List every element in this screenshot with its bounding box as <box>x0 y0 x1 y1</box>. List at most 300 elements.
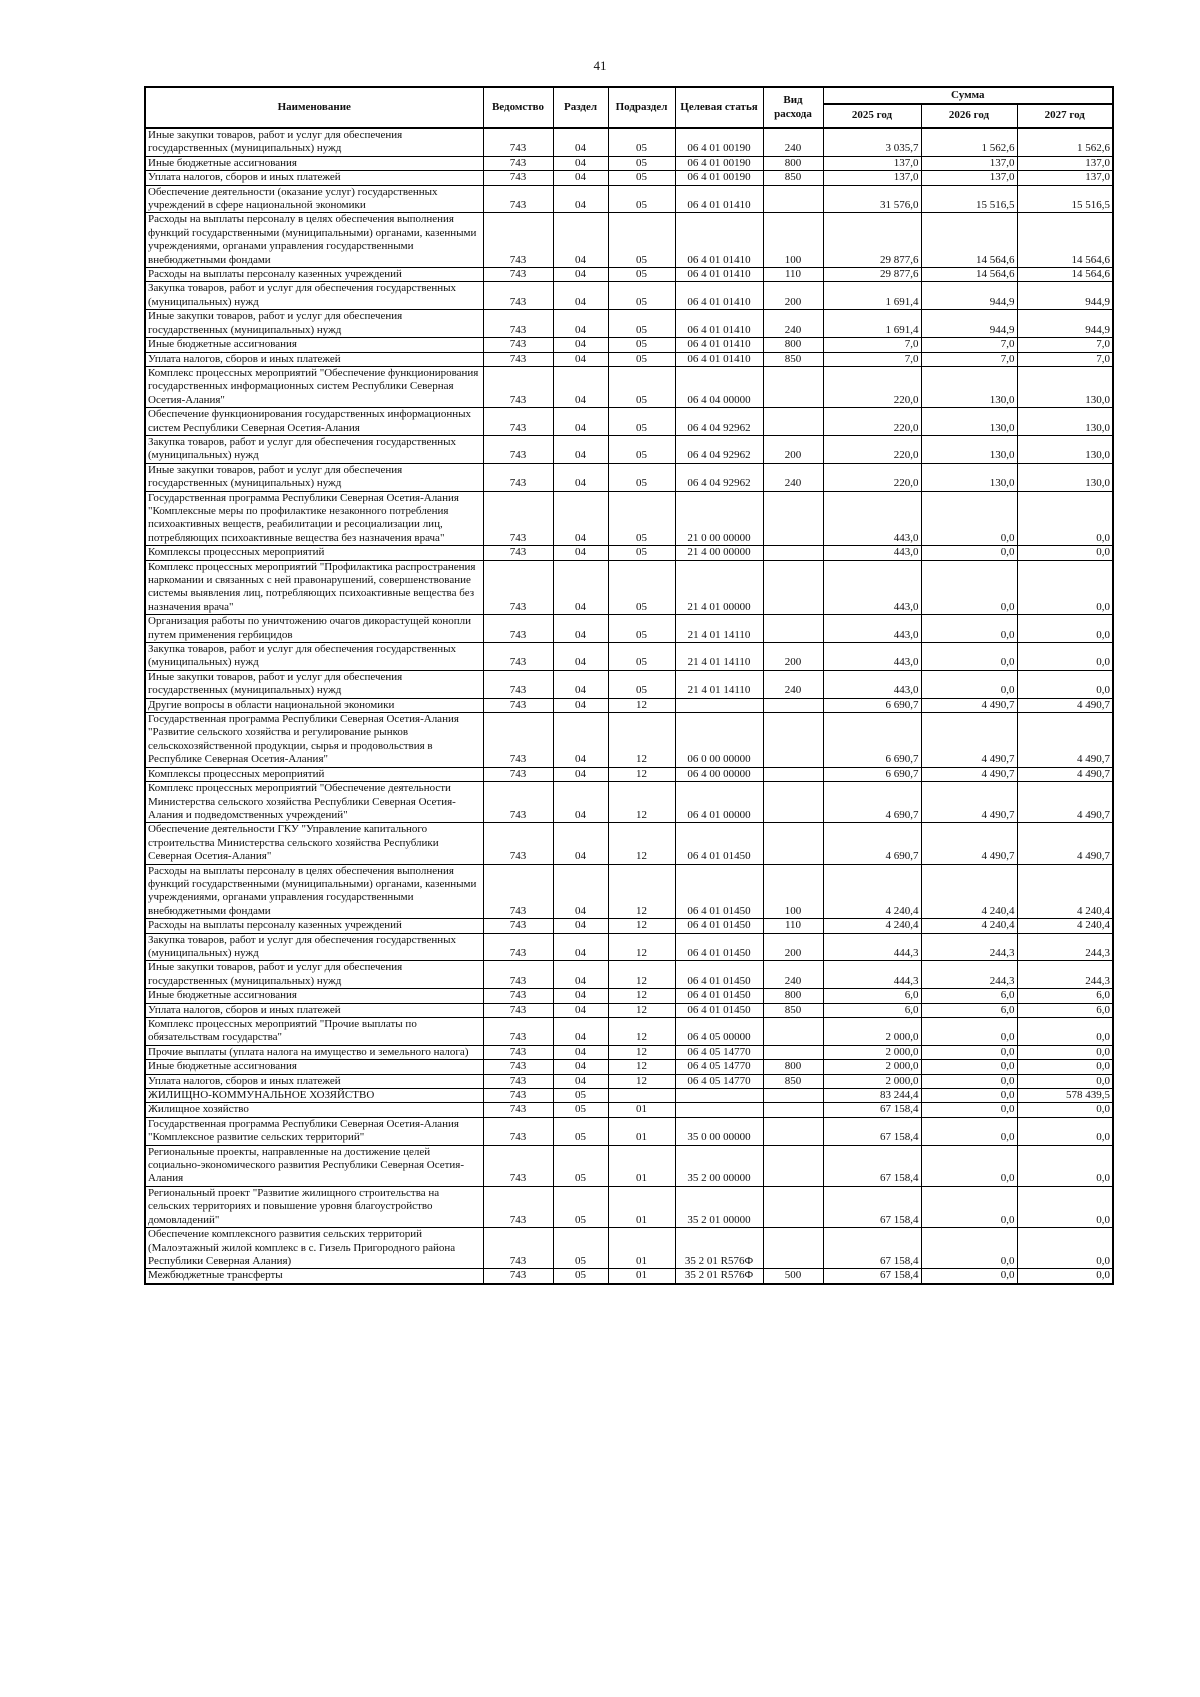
row-sum-2025: 67 158,4 <box>823 1103 921 1117</box>
row-expense-type <box>763 1117 823 1145</box>
row-section: 05 <box>553 1269 608 1284</box>
row-sum-2026: 4 240,4 <box>921 919 1017 933</box>
row-sum-2026: 130,0 <box>921 366 1017 407</box>
row-department: 743 <box>483 1045 553 1059</box>
row-section: 04 <box>553 1074 608 1088</box>
table-row <box>145 491 1113 546</box>
row-expense-type <box>763 560 823 615</box>
row-subsection: 01 <box>608 1145 675 1186</box>
row-sum-2027: 0,0 <box>1017 1145 1113 1186</box>
row-sum-2025: 29 877,6 <box>823 213 921 268</box>
row-sum-2026: 7,0 <box>921 352 1017 366</box>
row-sum-2027: 7,0 <box>1017 352 1113 366</box>
row-department: 743 <box>483 352 553 366</box>
row-expense-type <box>763 1186 823 1227</box>
row-department: 743 <box>483 961 553 989</box>
row-sum-2027: 0,0 <box>1017 1186 1113 1227</box>
row-sum-2026: 0,0 <box>921 1186 1017 1227</box>
row-expense-type: 200 <box>763 435 823 463</box>
row-sum-2026: 0,0 <box>921 1089 1017 1103</box>
row-expense-type: 850 <box>763 171 823 185</box>
row-section: 04 <box>553 156 608 170</box>
table-row <box>145 1145 1113 1186</box>
row-sum-2027: 4 240,4 <box>1017 919 1113 933</box>
header-target-item: Целевая статья <box>675 87 763 128</box>
row-target-item: 06 4 01 01450 <box>675 864 763 919</box>
row-sum-2026: 4 490,7 <box>921 767 1017 781</box>
row-sum-2027: 130,0 <box>1017 463 1113 491</box>
row-department: 743 <box>483 1228 553 1269</box>
row-sum-2025: 1 691,4 <box>823 310 921 338</box>
row-department: 743 <box>483 366 553 407</box>
table-row <box>145 1018 1113 1046</box>
row-sum-2027: 14 564,6 <box>1017 213 1113 268</box>
row-sum-2027: 0,0 <box>1017 1045 1113 1059</box>
row-section: 04 <box>553 933 608 961</box>
row-sum-2025: 4 690,7 <box>823 823 921 864</box>
row-section: 04 <box>553 128 608 156</box>
row-target-item: 21 4 01 00000 <box>675 560 763 615</box>
row-expense-type <box>763 185 823 213</box>
row-expense-type: 240 <box>763 310 823 338</box>
row-section: 05 <box>553 1228 608 1269</box>
row-subsection: 05 <box>608 310 675 338</box>
row-expense-type: 110 <box>763 268 823 282</box>
row-sum-2026: 0,0 <box>921 1145 1017 1186</box>
table-row <box>145 864 1113 919</box>
row-name: Государственная программа Республики Северная Осетия-Алания "Комплексные меры по профилактике незаконного потребления психоактивных веществ, реабилитации и ресоциализации лиц, потребляющих психоактивные вещества без назначения врача" <box>145 491 483 546</box>
row-sum-2026: 4 490,7 <box>921 698 1017 712</box>
row-department: 743 <box>483 670 553 698</box>
row-name: Другие вопросы в области национальной экономики <box>145 698 483 712</box>
row-sum-2025: 2 000,0 <box>823 1018 921 1046</box>
row-name: Закупка товаров, работ и услуг для обеспечения государственных (муниципальных) нужд <box>145 643 483 671</box>
row-sum-2026: 14 564,6 <box>921 268 1017 282</box>
row-sum-2027: 6,0 <box>1017 1003 1113 1017</box>
table-row <box>145 1186 1113 1227</box>
row-sum-2026: 0,0 <box>921 1018 1017 1046</box>
row-name: Уплата налогов, сборов и иных платежей <box>145 352 483 366</box>
row-sum-2027: 137,0 <box>1017 156 1113 170</box>
row-sum-2026: 0,0 <box>921 615 1017 643</box>
row-target-item: 06 4 04 92962 <box>675 408 763 436</box>
row-subsection: 05 <box>608 268 675 282</box>
row-section: 04 <box>553 560 608 615</box>
table-row <box>145 615 1113 643</box>
row-name: Иные закупки товаров, работ и услуг для обеспечения государственных (муниципальных) нужд <box>145 961 483 989</box>
row-expense-type: 100 <box>763 864 823 919</box>
table-row <box>145 1117 1113 1145</box>
row-sum-2027: 0,0 <box>1017 1117 1113 1145</box>
row-subsection: 05 <box>608 128 675 156</box>
row-target-item: 21 4 01 14110 <box>675 643 763 671</box>
row-department: 743 <box>483 1003 553 1017</box>
row-name: Иные закупки товаров, работ и услуг для обеспечения государственных (муниципальных) нужд <box>145 128 483 156</box>
row-name: Закупка товаров, работ и услуг для обеспечения государственных (муниципальных) нужд <box>145 435 483 463</box>
row-department: 743 <box>483 1145 553 1186</box>
row-sum-2027: 4 490,7 <box>1017 767 1113 781</box>
row-section: 04 <box>553 698 608 712</box>
row-sum-2025: 2 000,0 <box>823 1045 921 1059</box>
row-target-item: 06 4 01 01450 <box>675 989 763 1003</box>
row-department: 743 <box>483 933 553 961</box>
row-expense-type: 240 <box>763 961 823 989</box>
row-sum-2026: 6,0 <box>921 989 1017 1003</box>
row-target-item: 06 4 01 01450 <box>675 961 763 989</box>
row-section: 04 <box>553 213 608 268</box>
row-subsection: 05 <box>608 185 675 213</box>
row-expense-type: 240 <box>763 128 823 156</box>
row-subsection: 12 <box>608 864 675 919</box>
row-subsection: 12 <box>608 933 675 961</box>
table-row <box>145 435 1113 463</box>
table-row <box>145 643 1113 671</box>
row-name: Иные закупки товаров, работ и услуг для обеспечения государственных (муниципальных) нужд <box>145 670 483 698</box>
row-sum-2027: 0,0 <box>1017 491 1113 546</box>
row-subsection: 12 <box>608 1074 675 1088</box>
row-name: Региональный проект "Развитие жилищного строительства на сельских территориях и повышение уровня благоустройство домовладений" <box>145 1186 483 1227</box>
row-department: 743 <box>483 1117 553 1145</box>
row-sum-2025: 67 158,4 <box>823 1186 921 1227</box>
table-row <box>145 546 1113 560</box>
row-section: 04 <box>553 282 608 310</box>
row-target-item: 06 4 04 00000 <box>675 366 763 407</box>
row-sum-2026: 244,3 <box>921 933 1017 961</box>
table-row <box>145 1003 1113 1017</box>
row-department: 743 <box>483 213 553 268</box>
table-row <box>145 408 1113 436</box>
row-department: 743 <box>483 408 553 436</box>
row-expense-type <box>763 698 823 712</box>
row-sum-2026: 944,9 <box>921 282 1017 310</box>
row-sum-2026: 1 562,6 <box>921 128 1017 156</box>
row-sum-2025: 443,0 <box>823 491 921 546</box>
row-subsection: 12 <box>608 767 675 781</box>
row-target-item <box>675 1103 763 1117</box>
table-row <box>145 1228 1113 1269</box>
table-row <box>145 823 1113 864</box>
row-sum-2026: 0,0 <box>921 643 1017 671</box>
row-subsection: 05 <box>608 546 675 560</box>
row-sum-2026: 244,3 <box>921 961 1017 989</box>
row-target-item: 06 4 04 92962 <box>675 435 763 463</box>
row-department: 743 <box>483 782 553 823</box>
row-target-item: 06 4 05 14770 <box>675 1045 763 1059</box>
table-row <box>145 1074 1113 1088</box>
row-sum-2027: 0,0 <box>1017 1103 1113 1117</box>
row-sum-2027: 0,0 <box>1017 615 1113 643</box>
row-sum-2025: 220,0 <box>823 463 921 491</box>
row-sum-2025: 29 877,6 <box>823 268 921 282</box>
row-section: 04 <box>553 767 608 781</box>
row-target-item <box>675 698 763 712</box>
row-name: Государственная программа Республики Северная Осетия-Алания "Комплексное развитие сельских территорий" <box>145 1117 483 1145</box>
row-section: 04 <box>553 961 608 989</box>
row-expense-type: 240 <box>763 463 823 491</box>
row-sum-2025: 7,0 <box>823 338 921 352</box>
row-sum-2026: 0,0 <box>921 1045 1017 1059</box>
row-sum-2027: 0,0 <box>1017 546 1113 560</box>
row-target-item: 06 4 01 01450 <box>675 933 763 961</box>
row-sum-2025: 220,0 <box>823 435 921 463</box>
row-sum-2025: 220,0 <box>823 408 921 436</box>
row-department: 743 <box>483 546 553 560</box>
row-name: Расходы на выплаты персоналу казенных учреждений <box>145 919 483 933</box>
row-name: Региональные проекты, направленные на достижение целей социально-экономического развития Республики Северная Осетия-Алания <box>145 1145 483 1186</box>
row-sum-2026: 15 516,5 <box>921 185 1017 213</box>
row-sum-2027: 0,0 <box>1017 643 1113 671</box>
row-target-item: 21 4 00 00000 <box>675 546 763 560</box>
row-department: 743 <box>483 864 553 919</box>
row-expense-type <box>763 366 823 407</box>
table-row <box>145 1060 1113 1074</box>
table-row <box>145 1045 1113 1059</box>
row-name: Иные бюджетные ассигнования <box>145 989 483 1003</box>
table-row <box>145 933 1113 961</box>
row-sum-2025: 220,0 <box>823 366 921 407</box>
row-subsection: 12 <box>608 1060 675 1074</box>
row-department: 743 <box>483 767 553 781</box>
row-target-item: 06 4 01 01410 <box>675 213 763 268</box>
row-sum-2027: 578 439,5 <box>1017 1089 1113 1103</box>
row-sum-2027: 6,0 <box>1017 989 1113 1003</box>
row-department: 743 <box>483 156 553 170</box>
row-subsection: 05 <box>608 463 675 491</box>
row-subsection: 01 <box>608 1117 675 1145</box>
row-subsection: 05 <box>608 560 675 615</box>
row-subsection: 12 <box>608 1045 675 1059</box>
row-department: 743 <box>483 435 553 463</box>
row-sum-2027: 4 490,7 <box>1017 823 1113 864</box>
row-expense-type: 110 <box>763 919 823 933</box>
row-target-item: 06 4 01 01450 <box>675 919 763 933</box>
row-sum-2025: 6,0 <box>823 1003 921 1017</box>
row-target-item: 21 4 01 14110 <box>675 670 763 698</box>
row-section: 05 <box>553 1117 608 1145</box>
row-sum-2027: 4 490,7 <box>1017 698 1113 712</box>
row-expense-type <box>763 823 823 864</box>
header-2025: 2025 год <box>823 104 921 128</box>
row-target-item: 06 4 01 00000 <box>675 782 763 823</box>
row-department: 743 <box>483 1269 553 1284</box>
row-target-item: 06 4 05 14770 <box>675 1060 763 1074</box>
row-section: 04 <box>553 268 608 282</box>
row-department: 743 <box>483 1060 553 1074</box>
row-sum-2025: 6 690,7 <box>823 767 921 781</box>
row-sum-2027: 4 490,7 <box>1017 782 1113 823</box>
row-sum-2027: 130,0 <box>1017 366 1113 407</box>
row-sum-2027: 130,0 <box>1017 408 1113 436</box>
row-expense-type: 800 <box>763 156 823 170</box>
row-expense-type <box>763 1145 823 1186</box>
row-name: Иные закупки товаров, работ и услуг для обеспечения государственных (муниципальных) нужд <box>145 463 483 491</box>
row-sum-2025: 6,0 <box>823 989 921 1003</box>
row-target-item: 06 0 00 00000 <box>675 713 763 768</box>
row-name: Комплекс процессных мероприятий "Профилактика распространения наркомании и связанных с ней правонарушений, совершенствование системы выявления лиц, потребляющих психоактивные вещества без назначения врача" <box>145 560 483 615</box>
row-name: Закупка товаров, работ и услуг для обеспечения государственных (муниципальных) нужд <box>145 933 483 961</box>
row-target-item: 35 2 01 R576Ф <box>675 1228 763 1269</box>
row-name: Межбюджетные трансферты <box>145 1269 483 1284</box>
row-expense-type: 850 <box>763 1074 823 1088</box>
row-section: 04 <box>553 782 608 823</box>
header-subsection: Подраздел <box>608 87 675 128</box>
row-sum-2026: 0,0 <box>921 1074 1017 1088</box>
row-sum-2025: 6 690,7 <box>823 698 921 712</box>
row-department: 743 <box>483 989 553 1003</box>
row-subsection: 01 <box>608 1103 675 1117</box>
row-name: Иные закупки товаров, работ и услуг для обеспечения государственных (муниципальных) нужд <box>145 310 483 338</box>
row-sum-2026: 4 240,4 <box>921 864 1017 919</box>
row-expense-type: 200 <box>763 933 823 961</box>
row-sum-2027: 0,0 <box>1017 1018 1113 1046</box>
row-expense-type <box>763 615 823 643</box>
row-subsection: 12 <box>608 713 675 768</box>
row-sum-2026: 0,0 <box>921 1060 1017 1074</box>
row-sum-2025: 137,0 <box>823 171 921 185</box>
row-sum-2025: 444,3 <box>823 933 921 961</box>
row-section: 04 <box>553 1045 608 1059</box>
row-sum-2027: 0,0 <box>1017 560 1113 615</box>
row-subsection: 01 <box>608 1186 675 1227</box>
row-expense-type: 850 <box>763 1003 823 1017</box>
table-row <box>145 310 1113 338</box>
row-sum-2026: 4 490,7 <box>921 823 1017 864</box>
table-row <box>145 366 1113 407</box>
row-name: Обеспечение деятельности (оказание услуг) государственных учреждений в сфере национальной экономики <box>145 185 483 213</box>
row-section: 04 <box>553 408 608 436</box>
row-sum-2025: 137,0 <box>823 156 921 170</box>
row-expense-type: 800 <box>763 338 823 352</box>
page-number: 41 <box>593 58 607 73</box>
row-sum-2026: 14 564,6 <box>921 213 1017 268</box>
table-row <box>145 213 1113 268</box>
row-department: 743 <box>483 1186 553 1227</box>
row-expense-type <box>763 1103 823 1117</box>
row-sum-2025: 2 000,0 <box>823 1060 921 1074</box>
row-expense-type: 200 <box>763 282 823 310</box>
row-section: 04 <box>553 310 608 338</box>
row-target-item: 21 4 01 14110 <box>675 615 763 643</box>
row-section: 04 <box>553 643 608 671</box>
table-body <box>145 128 1113 1284</box>
row-name: Комплекс процессных мероприятий "Обеспечение функционирования государственных информационных систем Республики Северная Осетия-Алания" <box>145 366 483 407</box>
row-expense-type: 200 <box>763 643 823 671</box>
table-row <box>145 171 1113 185</box>
table-row <box>145 282 1113 310</box>
row-sum-2026: 4 490,7 <box>921 713 1017 768</box>
row-target-item: 06 4 05 14770 <box>675 1074 763 1088</box>
row-section: 04 <box>553 352 608 366</box>
row-sum-2027: 4 490,7 <box>1017 713 1113 768</box>
header-expense-type: Вид расхода <box>763 87 823 128</box>
row-subsection: 05 <box>608 213 675 268</box>
row-subsection: 05 <box>608 366 675 407</box>
table-row <box>145 989 1113 1003</box>
row-subsection: 12 <box>608 823 675 864</box>
header-2027: 2027 год <box>1017 104 1113 128</box>
table-row <box>145 767 1113 781</box>
row-sum-2027: 1 562,6 <box>1017 128 1113 156</box>
row-sum-2026: 944,9 <box>921 310 1017 338</box>
row-target-item: 21 0 00 00000 <box>675 491 763 546</box>
row-subsection: 05 <box>608 156 675 170</box>
table-row <box>145 961 1113 989</box>
row-target-item: 06 4 04 92962 <box>675 463 763 491</box>
row-sum-2026: 130,0 <box>921 463 1017 491</box>
table-row <box>145 670 1113 698</box>
row-name: Организация работы по уничтожению очагов дикорастущей конопли путем применения гербицидов <box>145 615 483 643</box>
row-name: Иные бюджетные ассигнования <box>145 156 483 170</box>
row-expense-type: 100 <box>763 213 823 268</box>
row-name: Иные бюджетные ассигнования <box>145 1060 483 1074</box>
row-sum-2027: 0,0 <box>1017 1060 1113 1074</box>
row-department: 743 <box>483 698 553 712</box>
row-target-item: 35 2 00 00000 <box>675 1145 763 1186</box>
row-sum-2027: 244,3 <box>1017 961 1113 989</box>
row-expense-type: 800 <box>763 1060 823 1074</box>
row-target-item: 35 2 01 00000 <box>675 1186 763 1227</box>
row-department: 743 <box>483 1018 553 1046</box>
row-section: 04 <box>553 919 608 933</box>
row-subsection: 12 <box>608 698 675 712</box>
table-row <box>145 268 1113 282</box>
row-section: 04 <box>553 435 608 463</box>
row-name: Расходы на выплаты персоналу в целях обеспечения выполнения функций государственными (муниципальными) органами, казенными учреждениями, органами управления государственными внебюджетными фондами <box>145 213 483 268</box>
table-row <box>145 782 1113 823</box>
row-sum-2025: 444,3 <box>823 961 921 989</box>
row-department: 743 <box>483 1074 553 1088</box>
row-sum-2025: 443,0 <box>823 546 921 560</box>
row-target-item: 06 4 01 01410 <box>675 352 763 366</box>
budget-table <box>144 86 1114 1285</box>
row-target-item: 06 4 01 01450 <box>675 1003 763 1017</box>
row-subsection: 01 <box>608 1269 675 1284</box>
row-sum-2026: 130,0 <box>921 408 1017 436</box>
row-name: ЖИЛИЩНО-КОММУНАЛЬНОЕ ХОЗЯЙСТВО <box>145 1089 483 1103</box>
row-target-item: 06 4 01 01410 <box>675 338 763 352</box>
row-department: 743 <box>483 185 553 213</box>
row-sum-2027: 244,3 <box>1017 933 1113 961</box>
row-department: 743 <box>483 282 553 310</box>
row-name: Уплата налогов, сборов и иных платежей <box>145 1003 483 1017</box>
row-section: 05 <box>553 1103 608 1117</box>
row-name: Государственная программа Республики Северная Осетия-Алания "Развитие сельского хозяйства и регулирование рынков сельскохозяйственной продукции, сырья и продовольствия в Республике Северная Осетия-Алания" <box>145 713 483 768</box>
row-sum-2026: 0,0 <box>921 491 1017 546</box>
row-sum-2025: 31 576,0 <box>823 185 921 213</box>
row-sum-2025: 2 000,0 <box>823 1074 921 1088</box>
row-target-item: 06 4 01 01410 <box>675 282 763 310</box>
row-subsection: 05 <box>608 670 675 698</box>
row-section: 05 <box>553 1186 608 1227</box>
row-name: Жилищное хозяйство <box>145 1103 483 1117</box>
row-sum-2025: 443,0 <box>823 560 921 615</box>
row-sum-2027: 0,0 <box>1017 1074 1113 1088</box>
row-sum-2025: 83 244,4 <box>823 1089 921 1103</box>
row-department: 743 <box>483 919 553 933</box>
row-department: 743 <box>483 643 553 671</box>
row-department: 743 <box>483 1089 553 1103</box>
table-row <box>145 338 1113 352</box>
row-name: Обеспечение деятельности ГКУ "Управление капитального строительства Министерства сельского хозяйства Республики Северная Осетия-Алания" <box>145 823 483 864</box>
row-section: 04 <box>553 1018 608 1046</box>
row-sum-2026: 0,0 <box>921 560 1017 615</box>
header-name: Наименование <box>145 87 483 128</box>
row-name: Комплексы процессных мероприятий <box>145 546 483 560</box>
table-row <box>145 128 1113 156</box>
row-section: 04 <box>553 1003 608 1017</box>
row-department: 743 <box>483 1103 553 1117</box>
row-sum-2025: 67 158,4 <box>823 1228 921 1269</box>
